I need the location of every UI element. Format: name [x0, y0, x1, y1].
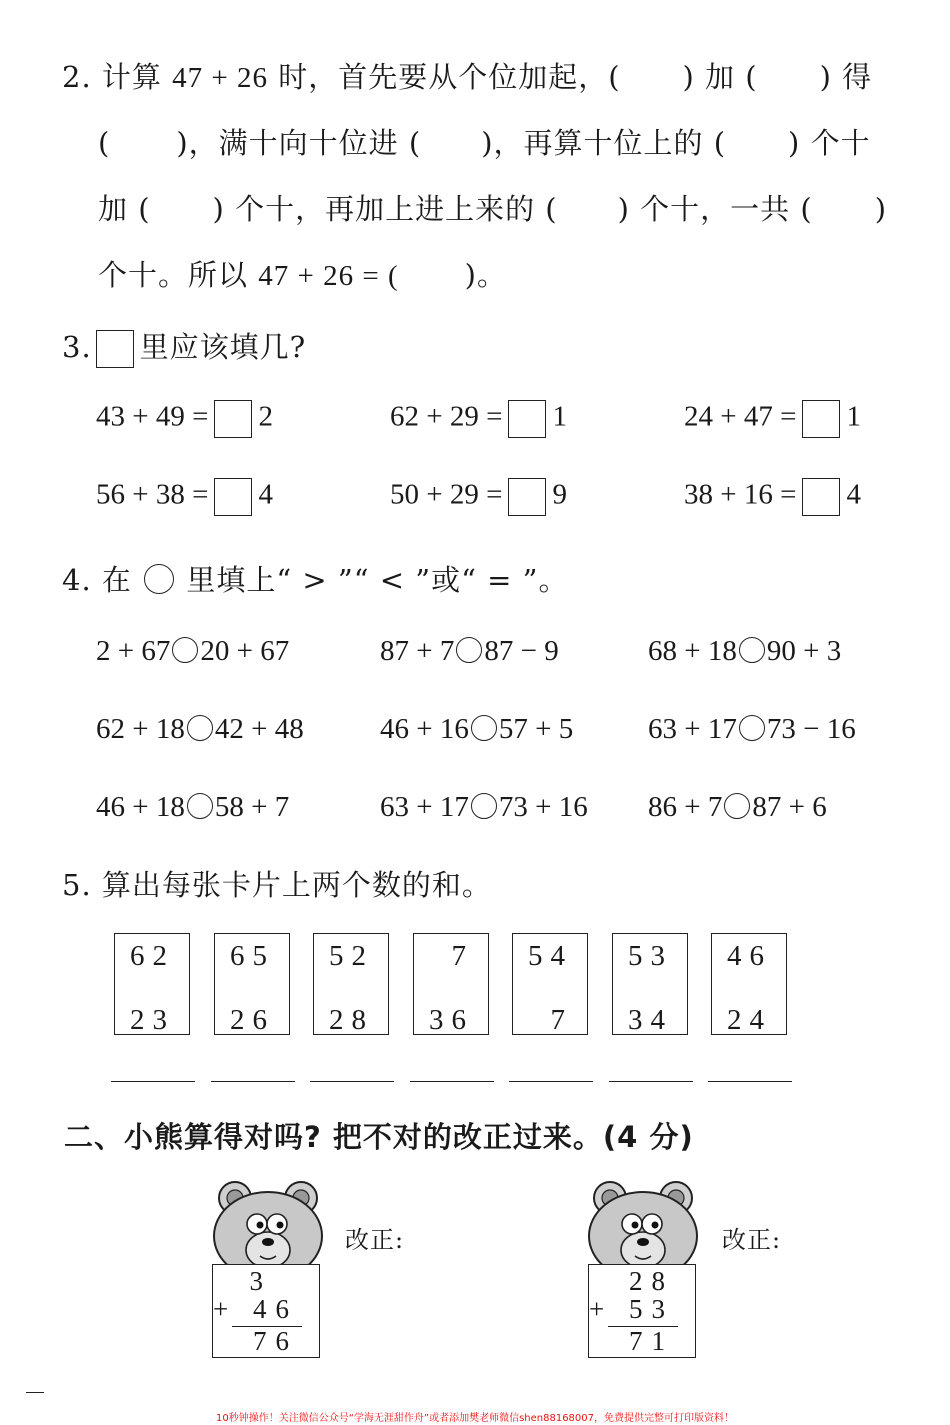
q4-right: 73 + 16 — [498, 791, 588, 823]
answer-line[interactable] — [211, 1081, 295, 1082]
answer-line[interactable] — [509, 1081, 593, 1082]
card-bottom-number: 28 — [329, 1004, 374, 1036]
q3-expr: 56 + 38 = — [96, 478, 209, 511]
q3-expr: 62 + 29 = — [390, 400, 503, 433]
answer-box[interactable] — [214, 400, 252, 438]
q4-item — [648, 635, 841, 668]
q4-title — [62, 558, 569, 599]
q4-left: 46 + 16 — [380, 713, 469, 745]
number-card — [413, 933, 489, 1035]
q4-right: 57 + 5 — [498, 713, 574, 745]
q2-expr: 47 + 26 — [172, 62, 268, 94]
q2-text: ) 个十，一共 ( — [617, 192, 813, 226]
q5-title — [62, 863, 492, 904]
q4-right: 58 + 7 — [214, 791, 290, 823]
q4-left: 63 + 17 — [648, 713, 737, 745]
answer-box[interactable] — [802, 400, 840, 438]
number-card — [512, 933, 588, 1035]
q3-number: 3. — [62, 330, 92, 364]
card-top-number: 65 — [230, 940, 275, 972]
q3-digit: 1 — [552, 400, 567, 433]
card-top-number: 7 — [451, 940, 474, 972]
answer-line[interactable] — [708, 1081, 792, 1082]
q2-text: ) — [874, 192, 888, 226]
answer-line[interactable] — [111, 1081, 195, 1082]
compare-circle[interactable] — [172, 637, 198, 663]
q3-item — [96, 478, 273, 516]
q2-text: ) 得 — [819, 60, 873, 94]
q4-right: 87 + 6 — [752, 791, 827, 823]
q4-left: 68 + 18 — [648, 635, 737, 667]
compare-circle[interactable] — [739, 715, 765, 741]
number-card — [313, 933, 389, 1035]
q4-item — [96, 791, 289, 824]
q2-text: 加 ( — [98, 192, 151, 226]
q2-text: )，再算十位上的 ( — [481, 126, 727, 160]
q3-item — [684, 400, 861, 438]
bear2-result: 71 — [629, 1326, 674, 1356]
q4-right: 20 + 67 — [200, 635, 290, 667]
bear2-addend: + 53 — [589, 1294, 674, 1324]
card-top-number: 62 — [130, 940, 175, 972]
q4-left: 63 + 17 — [380, 791, 469, 823]
q3-expr: 50 + 29 = — [390, 478, 503, 511]
number-card — [711, 933, 787, 1035]
q4-left: 86 + 7 — [648, 791, 723, 823]
number-card — [214, 933, 290, 1035]
answer-box[interactable] — [508, 400, 546, 438]
q4-title-text: 4. 在 — [62, 563, 132, 597]
q3-digit: 4 — [258, 478, 273, 511]
answer-line[interactable] — [410, 1081, 494, 1082]
answer-box[interactable] — [508, 478, 546, 516]
correction-label: 改正: — [722, 1226, 782, 1254]
q4-item — [380, 635, 559, 668]
bear2-top-number: 28 — [629, 1266, 674, 1296]
q3-expr: 38 + 16 = — [684, 478, 797, 511]
compare-circle[interactable] — [456, 637, 482, 663]
q4-item — [96, 713, 304, 746]
q2-text: )，满十向十位进 ( — [176, 126, 422, 160]
compare-circle[interactable] — [724, 793, 750, 819]
q4-left: 2 + 67 — [96, 635, 171, 667]
card-bottom-number: 7 — [550, 1004, 573, 1036]
q4-title-text: 里填上“ > ”“ < ”或“ = ”。 — [186, 563, 569, 597]
q3-title-text: 里应该填几? — [139, 330, 307, 364]
q2-text: 2. 计算 — [62, 60, 162, 94]
q3-expr: 24 + 47 = — [684, 400, 797, 433]
q4-item — [648, 713, 856, 746]
q4-right: 42 + 48 — [214, 713, 304, 745]
answer-box[interactable] — [214, 478, 252, 516]
footer-note: 10秒钟操作！关注微信公众号“学海无涯甜作舟”或者添加樊老师微信shen88168007，免费提供完整可打印版资料！ — [215, 1413, 735, 1424]
compare-circle[interactable] — [739, 637, 765, 663]
margin-dash — [26, 1392, 44, 1393]
q2-text: )。 — [464, 258, 507, 292]
q3-digit: 9 — [552, 478, 567, 511]
q3-expr: 43 + 49 = — [96, 400, 209, 433]
card-bottom-number: 34 — [628, 1004, 673, 1036]
q4-item — [96, 635, 289, 668]
bear1-result: 76 — [253, 1326, 298, 1356]
answer-box[interactable] — [802, 478, 840, 516]
q3-item — [684, 478, 861, 516]
bear1-addend: + 46 — [213, 1294, 298, 1324]
q4-item — [648, 791, 827, 824]
answer-line[interactable] — [609, 1081, 693, 1082]
q4-left: 87 + 7 — [380, 635, 455, 667]
bear1-top-number: 3 — [249, 1266, 272, 1296]
card-top-number: 54 — [528, 940, 573, 972]
card-top-number: 53 — [628, 940, 673, 972]
q4-right: 90 + 3 — [766, 635, 842, 667]
q4-item — [380, 791, 588, 824]
q4-item — [380, 713, 573, 746]
q2-expr: 47 + 26 = ( — [258, 260, 399, 292]
q2-line4 — [98, 253, 507, 294]
correction-label: 改正: — [345, 1226, 405, 1254]
card-top-number: 46 — [727, 940, 772, 972]
circle-icon — [144, 564, 174, 594]
compare-circle[interactable] — [471, 715, 497, 741]
q2-text: ( — [98, 126, 111, 160]
card-top-number: 52 — [329, 940, 374, 972]
card-bottom-number: 23 — [130, 1004, 175, 1036]
bear-icon — [580, 1178, 710, 1278]
compare-circle[interactable] — [187, 793, 213, 819]
q5-title-text: 5. 算出每张卡片上两个数的和。 — [62, 868, 492, 902]
answer-line[interactable] — [310, 1081, 394, 1082]
card-bottom-number: 26 — [230, 1004, 275, 1036]
q4-right: 87 − 9 — [484, 635, 559, 667]
q2-text: 个十。所以 — [98, 258, 249, 292]
q3-item — [96, 400, 273, 438]
q4-right: 73 − 16 — [766, 713, 856, 745]
compare-circle[interactable] — [471, 793, 497, 819]
answer-box-sample — [96, 330, 134, 368]
number-card — [612, 933, 688, 1035]
q3-digit: 2 — [258, 400, 273, 433]
q4-left: 62 + 18 — [96, 713, 185, 745]
section-2-title-text: 二、小熊算得对吗? 把不对的改正过来。(4 分) — [64, 1120, 694, 1154]
q3-title — [62, 325, 306, 368]
q3-item — [390, 478, 567, 516]
q3-digit: 1 — [846, 400, 861, 433]
bear-icon — [205, 1178, 335, 1278]
q2-line1 — [62, 55, 872, 96]
q2-line3 — [98, 187, 887, 228]
section-2-title — [64, 1115, 694, 1156]
q2-text: ) 个十，再加上进上来的 ( — [212, 192, 558, 226]
q2-text: ) 加 ( — [682, 60, 758, 94]
q2-line2 — [98, 121, 871, 162]
card-bottom-number: 36 — [429, 1004, 474, 1036]
q3-item — [390, 400, 567, 438]
q4-left: 46 + 18 — [96, 791, 185, 823]
number-card — [114, 933, 190, 1035]
compare-circle[interactable] — [187, 715, 213, 741]
q2-text: ) 个十 — [788, 126, 871, 160]
q2-text: 时，首先要从个位加起，( — [278, 60, 621, 94]
q3-digit: 4 — [846, 478, 861, 511]
card-bottom-number: 24 — [727, 1004, 772, 1036]
